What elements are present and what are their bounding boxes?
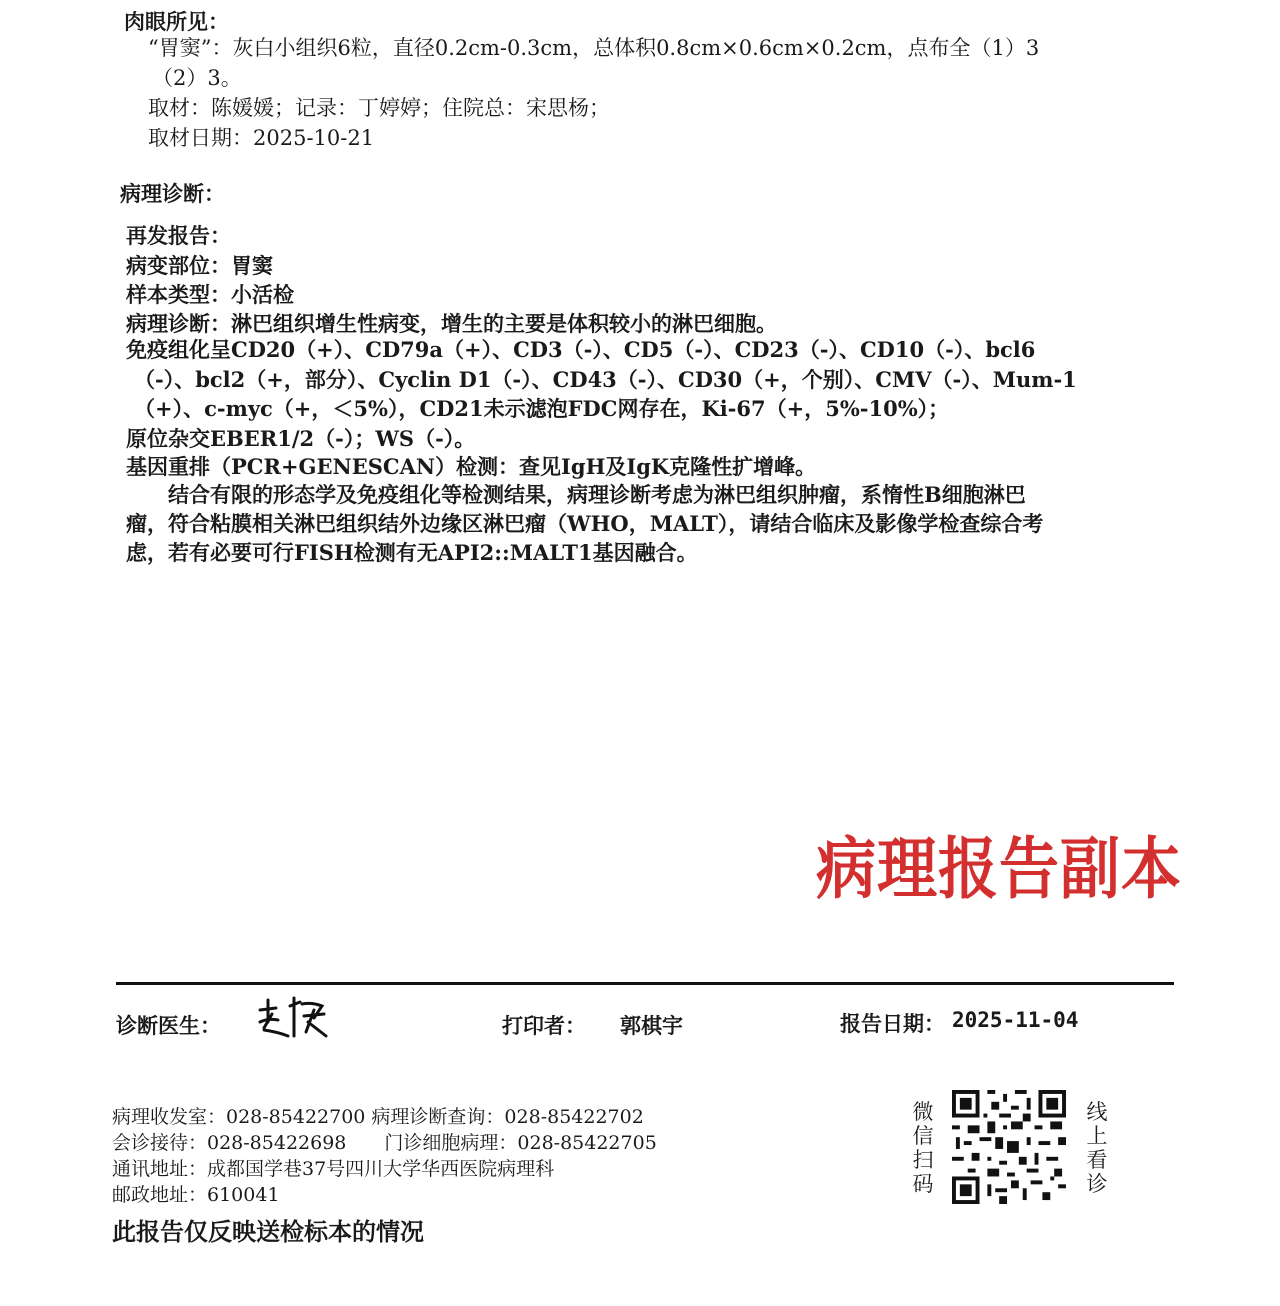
signature-image xyxy=(254,992,334,1042)
diagnosis-line: 结合有限的形态学及免疫组化等检测结果，病理诊断考虑为淋巴组织肿瘤，系惰性B细胞淋巴 xyxy=(126,482,1026,507)
diagnosis-line: 病变部位：胃窦 xyxy=(126,253,273,278)
report-notice: 此报告仅反映送检标本的情况 xyxy=(112,1217,424,1246)
diagnosis-line: （-）、bcl2（+，部分）、Cyclin D1（-）、CD43（-）、CD30（+，个别）、CMV（-）、Mum-1 xyxy=(134,367,1077,392)
printer-name: 郭棋宇 xyxy=(620,1013,683,1038)
diagnosis-line: 再发报告： xyxy=(126,223,231,248)
diagnosis-line: （+）、c-myc（+，＜5%），CD21未示滤泡FDC网存在，Ki-67（+，5%-10%）； xyxy=(134,396,950,421)
diagnosis-line: 瘤，符合粘膜相关淋巴组织结外边缘区淋巴瘤（WHO，MALT），请结合临床及影像学检查综合考 xyxy=(126,511,1044,536)
postcode-line: 邮政地址：610041 xyxy=(112,1184,280,1206)
address-line: 通讯地址：成都国学巷37号四川大学华西医院病理科 xyxy=(112,1158,555,1180)
qr-right-caption: 线上看诊 xyxy=(1086,1100,1108,1196)
diagnosis-line: 免疫组化呈CD20（+）、CD79a（+）、CD3（-）、CD5（-）、CD23（-）、CD10（-）、bcl6 xyxy=(126,337,1036,362)
gross-date-line: 取材日期：2025-10-21 xyxy=(148,126,375,150)
diagnosis-line: 基因重排（PCR+GENESCAN）检测：查见IgH及IgK克隆性扩增峰。 xyxy=(126,454,817,479)
report-date-label: 报告日期： xyxy=(840,1011,945,1036)
copy-stamp: 病理报告副本 xyxy=(816,830,1182,909)
printer-label: 打印者： xyxy=(502,1013,586,1038)
gross-title: 肉眼所见： xyxy=(124,9,229,34)
report-date: 2025-11-04 xyxy=(952,1008,1079,1032)
qr-code-icon[interactable] xyxy=(952,1090,1066,1204)
footer-divider xyxy=(116,982,1174,985)
qr-left-caption: 微信扫码 xyxy=(912,1100,934,1196)
gross-line: “胃窦”：灰白小组织6粒，直径0.2cm-0.3cm，总体积0.8cm×0.6cm×0.2cm，点布全（1）3 xyxy=(148,36,1040,60)
diagnosis-line: 原位杂交EBER1/2（-）；WS（-）。 xyxy=(126,426,476,451)
diagnosis-title: 病理诊断： xyxy=(120,181,225,206)
doctor-label: 诊断医生： xyxy=(116,1013,221,1038)
contact-line: 会诊接待：028-85422698 门诊细胞病理：028-85422705 xyxy=(112,1132,657,1154)
diagnosis-line: 虑，若有必要可行FISH检测有无API2::MALT1基因融合。 xyxy=(126,540,698,565)
contact-line: 病理收发室：028-85422700 病理诊断查询：028-85422702 xyxy=(112,1106,644,1128)
gross-sampling-line: 取材：陈媛媛；记录：丁婷婷；住院总：宋思杨； xyxy=(148,96,610,120)
diagnosis-line: 样本类型：小活检 xyxy=(126,282,294,307)
gross-line: （2）3。 xyxy=(152,66,242,90)
diagnosis-line: 病理诊断：淋巴组织增生性病变，增生的主要是体积较小的淋巴细胞。 xyxy=(126,311,777,336)
